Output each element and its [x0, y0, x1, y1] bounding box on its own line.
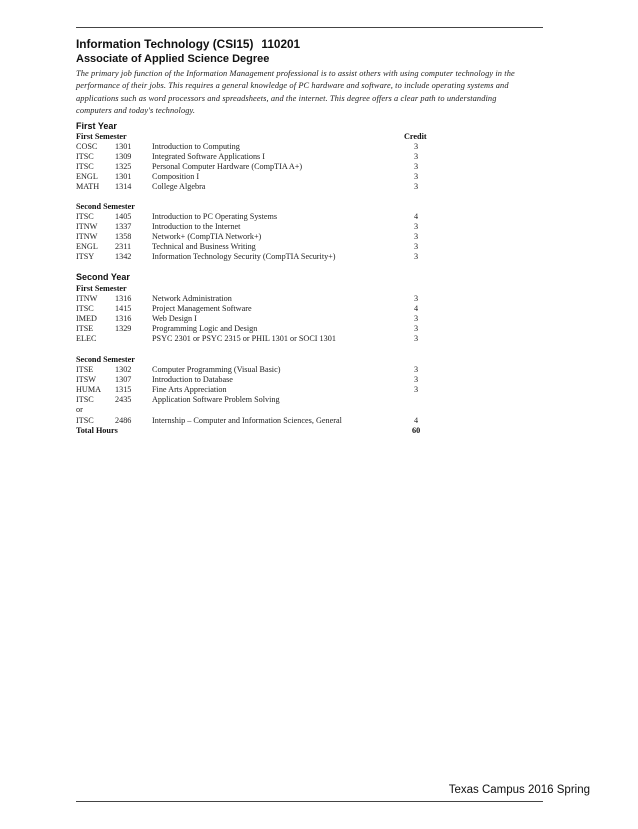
or-separator: or: [76, 405, 83, 414]
course-credit: 3: [414, 172, 419, 181]
course-row: [76, 252, 431, 262]
year-heading-second: Second Year: [76, 272, 130, 282]
course-prefix: ITNW: [76, 232, 98, 241]
course-credit: 3: [414, 314, 419, 323]
course-credit: 4: [414, 416, 419, 425]
course-row: [76, 395, 431, 405]
course-number: 1325: [115, 162, 132, 171]
course-number: 1415: [115, 304, 132, 313]
course-title: Programming Logic and Design: [152, 324, 258, 333]
course-row: [76, 304, 431, 314]
title-block: [76, 37, 546, 66]
course-prefix: ITSC: [76, 304, 94, 313]
course-prefix: ITSC: [76, 395, 94, 404]
footer-label: Texas Campus 2016 Spring: [448, 784, 590, 796]
course-row: [76, 365, 431, 375]
course-number: 2486: [115, 416, 132, 425]
course-row: [76, 152, 431, 162]
course-title: Internship – Computer and Information Sciences, General: [152, 416, 342, 425]
course-prefix: IMED: [76, 314, 97, 323]
course-row: [76, 162, 431, 172]
credit-column-header: Credit: [404, 132, 427, 141]
total-hours-row: [76, 426, 431, 436]
semester-label: First Semester: [76, 132, 127, 141]
course-row: [76, 324, 431, 334]
course-credit: 3: [414, 334, 419, 343]
course-prefix: ITSC: [76, 212, 94, 221]
course-number: 1309: [115, 152, 132, 161]
course-row: [76, 222, 431, 232]
course-credit: 3: [414, 375, 419, 384]
semester-label: First Semester: [76, 284, 127, 293]
course-row: [76, 385, 431, 395]
course-row: [76, 172, 431, 182]
page-title: [76, 37, 546, 52]
course-row: [76, 314, 431, 324]
semester-heading: [76, 132, 431, 141]
course-title: Network Administration: [152, 294, 232, 303]
course-prefix: ITSW: [76, 375, 97, 384]
course-prefix: ITSY: [76, 252, 95, 261]
total-hours-label: Total Hours: [76, 426, 118, 435]
course-prefix: ELEC: [76, 334, 97, 343]
course-credit: 3: [414, 294, 419, 303]
course-number: 1329: [115, 324, 132, 333]
course-title: PSYC 2301 or PSYC 2315 or PHIL 1301 or SOCI 1301: [152, 334, 336, 343]
course-row: [76, 294, 431, 304]
course-prefix: ENGL: [76, 172, 98, 181]
course-title: Personal Computer Hardware (CompTIA A+): [152, 162, 303, 171]
course-prefix: COSC: [76, 142, 98, 151]
course-credit: 3: [414, 182, 419, 191]
bottom-rule: [76, 801, 543, 802]
course-credit: 3: [414, 232, 419, 241]
course-credit: 3: [414, 252, 419, 261]
course-credit: 3: [414, 142, 419, 151]
course-credit: 3: [414, 152, 419, 161]
course-title: Information Technology Security (CompTIA Security+): [152, 252, 336, 261]
course-number: 1314: [115, 182, 132, 191]
course-title: Introduction to the Internet: [152, 222, 241, 231]
course-prefix: ITSC: [76, 162, 94, 171]
course-number: 1302: [115, 365, 132, 374]
course-title: Introduction to Computing: [152, 142, 240, 151]
total-hours-value: 60: [412, 426, 421, 435]
course-credit: 3: [414, 324, 419, 333]
course-title: Computer Programming (Visual Basic): [152, 365, 281, 374]
course-prefix: HUMA: [76, 385, 102, 394]
course-title: Project Management Software: [152, 304, 252, 313]
semester-heading: [76, 202, 431, 211]
semester-heading: [76, 284, 431, 293]
course-row: [76, 182, 431, 192]
course-title: Web Design I: [152, 314, 197, 323]
course-row: [76, 416, 431, 426]
course-credit: 3: [414, 242, 419, 251]
course-number: 2435: [115, 395, 132, 404]
program-code: 110201: [261, 37, 301, 51]
course-title: Introduction to Database: [152, 375, 233, 384]
course-credit: 4: [414, 212, 419, 221]
course-credit: 3: [414, 385, 419, 394]
semester-label: Second Semester: [76, 355, 135, 364]
semester-heading: [76, 355, 431, 364]
course-prefix: ITSC: [76, 416, 94, 425]
course-credit: 3: [414, 222, 419, 231]
course-number: 2311: [115, 242, 132, 251]
course-number: 1315: [115, 385, 132, 394]
program-description: The primary job function of the Information Management professional is to assist others with using computer technology in the performance of their jobs. This requires a general knowledge of PC hardware and software, to include operating systems and applications such as word processors and spreadsheets, and the internet. This degree offers a clear path to understanding computers and today's technology.: [76, 69, 515, 116]
course-credit: 4: [414, 304, 419, 313]
course-title: Technical and Business Writing: [152, 242, 256, 251]
course-number: 1301: [115, 142, 132, 151]
course-row: [76, 232, 431, 242]
program-name: Information Technology (CSI15): [76, 37, 254, 51]
course-number: 1337: [115, 222, 132, 231]
course-number: 1316: [115, 294, 132, 303]
course-row: [76, 375, 431, 385]
course-prefix: ITSE: [76, 324, 94, 333]
top-rule: [76, 27, 543, 28]
course-title: Fine Arts Appreciation: [152, 385, 227, 394]
course-number: 1342: [115, 252, 132, 261]
course-title: Network+ (CompTIA Network+): [152, 232, 262, 241]
course-row: [76, 212, 431, 222]
course-credit: 3: [414, 365, 419, 374]
course-prefix: ITNW: [76, 222, 98, 231]
semester-label: Second Semester: [76, 202, 135, 211]
course-prefix: ITSC: [76, 152, 94, 161]
course-title: Introduction to PC Operating Systems: [152, 212, 278, 221]
course-row: [76, 334, 431, 344]
course-title: Integrated Software Applications I: [152, 152, 265, 161]
course-prefix: ITNW: [76, 294, 98, 303]
year-heading-first: First Year: [76, 121, 117, 131]
course-prefix: MATH: [76, 182, 100, 191]
course-prefix: ENGL: [76, 242, 98, 251]
course-number: 1307: [115, 375, 132, 384]
course-row: [76, 142, 431, 152]
course-credit: 3: [414, 162, 419, 171]
degree-name: Associate of Applied Science Degree: [76, 53, 270, 65]
course-row: [76, 242, 431, 252]
course-title: College Algebra: [152, 182, 206, 191]
course-number: 1316: [115, 314, 132, 323]
course-title: Composition I: [152, 172, 200, 181]
course-number: 1358: [115, 232, 132, 241]
course-number: 1301: [115, 172, 132, 181]
course-prefix: ITSE: [76, 365, 94, 374]
course-number: 1405: [115, 212, 132, 221]
course-title: Application Software Problem Solving: [152, 395, 280, 404]
